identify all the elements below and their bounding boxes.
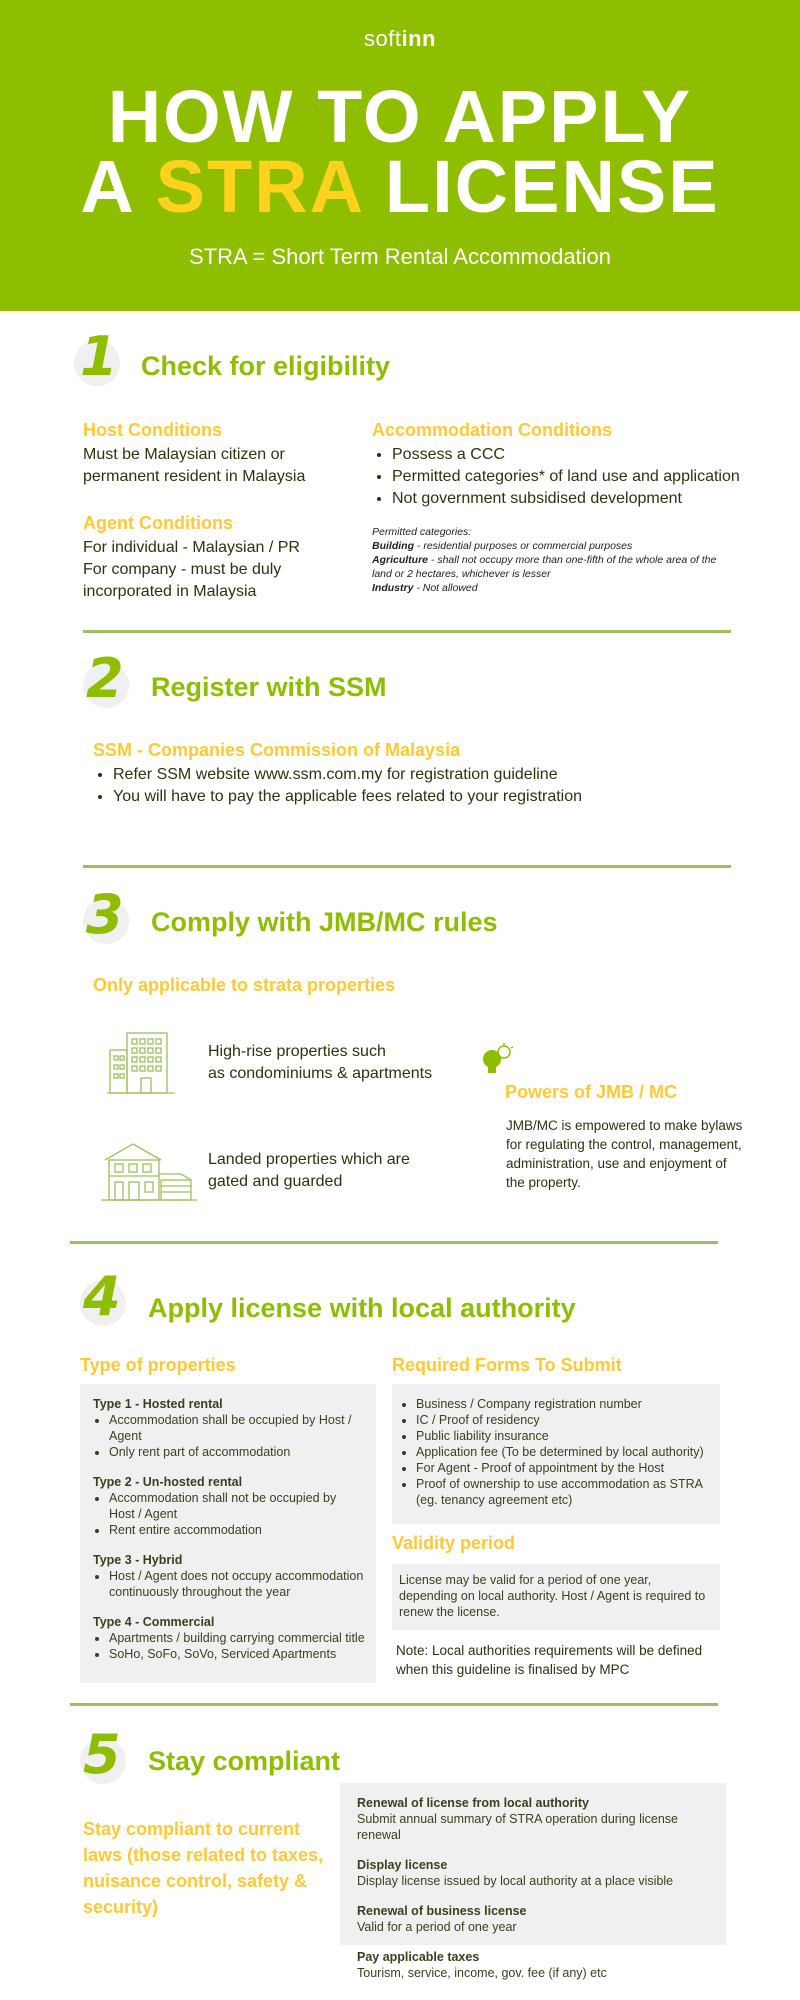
title-license: LICENSE [384, 145, 720, 228]
house-icon [101, 1140, 197, 1202]
compliance-item-title: Pay applicable taxes [357, 1950, 480, 1964]
lightbulb-icon [478, 1042, 514, 1078]
step-2-number: 2 [86, 647, 124, 710]
type-name: Type 2 - Un-hosted rental [93, 1475, 243, 1489]
host-conditions-label: Host Conditions [83, 420, 222, 440]
accommodation-conditions-list [372, 444, 772, 510]
step-1-title: Check for eligibility [141, 351, 391, 381]
agent-line-company: For company - must be duly incorporated in Malaysia [83, 561, 282, 600]
list-item: • Apartments / building carrying commercial title [109, 1630, 365, 1646]
list-item: • Refer SSM website www.ssm.com.my for registration guideline [113, 764, 593, 786]
compliance-item-text: Submit annual summary of STRA operation during license renewal [357, 1812, 678, 1842]
strata-label: Only applicable to strata properties [93, 975, 396, 995]
title-highlight: STRA [155, 145, 363, 228]
step-3-number: 3 [86, 883, 124, 946]
powers-label: Powers of JMB / MC [505, 1082, 678, 1102]
page-subtitle: STRA = Short Term Rental Accommodation [188, 244, 612, 269]
list-item: • Rent entire accommodation [109, 1522, 365, 1538]
ssm-list [93, 764, 593, 808]
list-item: • Host / Agent does not occupy accommodation continuously throughout the year [109, 1568, 365, 1600]
list-item: • Possess a CCC [392, 444, 772, 466]
list-item: • IC / Proof of residency [416, 1412, 714, 1428]
compliance-item-text: Tourism, service, income, gov. fee (if any) etc [357, 1966, 607, 1980]
list-item: • Public liability insurance [416, 1428, 714, 1444]
list-item: • Only rent part of accommodation [109, 1444, 365, 1460]
landed-text: Landed properties which are gated and guarded [208, 1151, 410, 1190]
compliance-item-title: Renewal of business license [357, 1904, 527, 1918]
validity-note: Note: Local authorities requirements will be defined when this guideline is finalised by MPC [396, 1643, 703, 1677]
list-item: • Accommodation shall not be occupied by Host / Agent [109, 1490, 365, 1522]
divider [70, 1241, 718, 1244]
divider [70, 1703, 718, 1706]
step-4-title: Apply license with local authority [148, 1293, 576, 1323]
divider [83, 865, 731, 868]
list-item: • Business / Company registration number [416, 1396, 714, 1412]
list-item: • Proof of ownership to use accommodation as STRA (eg. tenancy agreement etc) [416, 1476, 714, 1508]
agent-line-individual: For individual - Malaysian / PR [83, 539, 300, 556]
forms-list [398, 1396, 714, 1508]
agent-conditions-label: Agent Conditions [83, 513, 233, 533]
type-name: Type 4 - Commercial [93, 1615, 215, 1629]
list-item: • Accommodation shall be occupied by Host / Agent [109, 1412, 365, 1444]
validity-label: Validity period [392, 1533, 516, 1553]
compliance-item-text: Display license issued by local authority at a place visible [357, 1874, 674, 1888]
highrise-text: High-rise properties such as condominiums & apartments [208, 1043, 433, 1082]
forms-label: Required Forms To Submit [392, 1355, 622, 1375]
type-name: Type 3 - Hybrid [93, 1553, 183, 1567]
list-item: • For Agent - Proof of appointment by the Host [416, 1460, 714, 1476]
accommodation-conditions-label: Accommodation Conditions [372, 420, 612, 440]
list-item: • Application fee (To be determined by local authority) [416, 1444, 714, 1460]
powers-text: JMB/MC is empowered to make bylaws for regulating the control, management, administration, use and enjoyment of the property. [506, 1118, 743, 1190]
compliance-item-text: Valid for a period of one year [357, 1920, 517, 1934]
list-item: • Not government subsidised development [392, 488, 772, 510]
list-item: • SoHo, SoFo, SoVo, Serviced Apartments [109, 1646, 365, 1662]
softinn-logo[interactable]: softinn [364, 26, 436, 51]
permitted-categories-note: Permitted categories: Building - residential purposes or commercial purposes Agriculture - shall not occupy more than one-fifth of the whole area of the land or 2 hectares, whichever is lesser Industry - Not allowed [372, 526, 717, 594]
step-3-title: Comply with JMB/MC rules [151, 907, 498, 937]
type-name: Type 1 - Hosted rental [93, 1397, 223, 1411]
step-1-number: 1 [80, 325, 118, 388]
types-label: Type of properties [80, 1355, 236, 1375]
host-conditions-text: Must be Malaysian citizen or permanent resident in Malaysia [83, 446, 306, 485]
page-title-line2 [0, 145, 800, 228]
step-4-number: 4 [83, 1265, 121, 1328]
agent-conditions-text [83, 537, 323, 603]
building-icon [107, 1030, 177, 1096]
validity-text: License may be valid for a period of one year, depending on local authority. Host / Agent is required to renew the license. [399, 1573, 706, 1619]
ssm-label: SSM - Companies Commission of Malaysia [93, 740, 461, 760]
page-title-line1: HOW TO APPLY [107, 75, 693, 158]
step-2-title: Register with SSM [151, 672, 387, 702]
types-list [93, 1396, 365, 1662]
compliance-list [357, 1795, 717, 1981]
compliance-item-title: Renewal of license from local authority [357, 1796, 590, 1810]
compliance-item-title: Display license [357, 1858, 448, 1872]
step-5-number: 5 [83, 1723, 121, 1786]
title-a: A [80, 145, 134, 228]
stay-compliant-label: Stay compliant to current laws (those related to taxes, nuisance control, safety & security) [83, 1819, 324, 1917]
list-item: • You will have to pay the applicable fees related to your registration [113, 786, 593, 808]
list-item: • Permitted categories* of land use and application [392, 466, 772, 488]
step-5-title: Stay compliant [148, 1746, 341, 1776]
divider [83, 630, 731, 633]
